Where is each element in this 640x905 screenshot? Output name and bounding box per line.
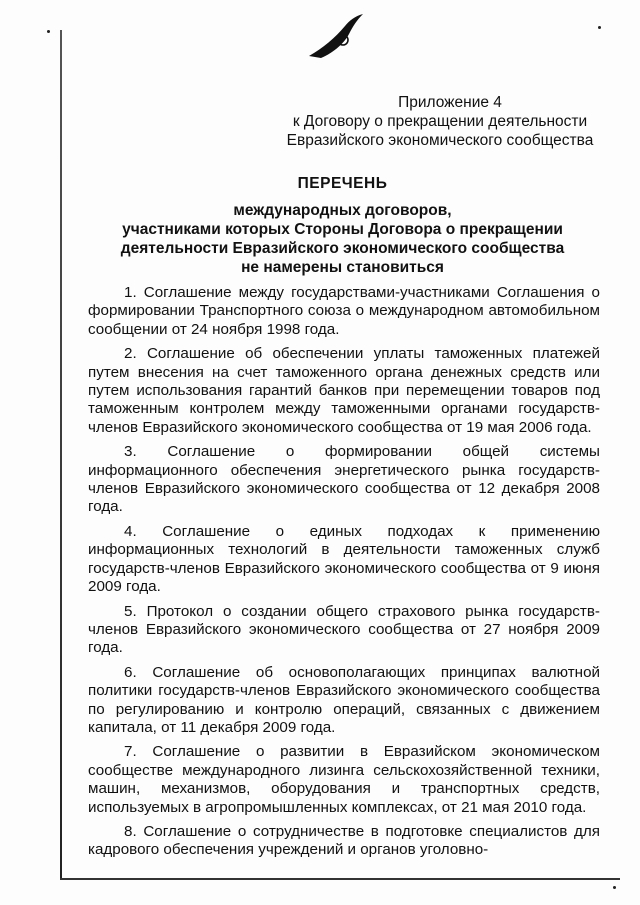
item-number: 5. [124, 602, 137, 620]
scan-speck [47, 30, 50, 33]
swallow-logo-icon [305, 12, 365, 62]
item-text: Соглашение об основополагающих принципах валютной политики государств-членов Евразийского экономического сообщества по регулированию и контролю операций, связанных с движением капитала, от 11 декабря 2009 года. [88, 663, 600, 736]
appendix-organization: Евразийского экономического сообщества [286, 132, 594, 149]
document-subtitle [70, 201, 615, 277]
scan-speck [613, 886, 616, 889]
subtitle-line: не намерены становиться [241, 259, 444, 276]
item-text: Соглашение о единых подходах к применению информационных технологий в деятельности таможенных служб государств-членов Евразийского экономического сообщества от 9 июня 2009 года. [88, 522, 600, 596]
appendix-reference: к Договору о прекращении деятельности [292, 113, 588, 130]
subtitle-line: деятельности Евразийского экономического сообщества [120, 240, 565, 257]
scan-edge-bottom [60, 878, 620, 880]
list-item [88, 823, 600, 860]
appendix-header [270, 93, 610, 150]
list-item [88, 345, 600, 437]
list-item [88, 743, 600, 817]
list-item [88, 523, 600, 597]
item-number: 4. [124, 522, 137, 540]
item-number: 3. [124, 443, 137, 461]
list-item [88, 664, 600, 738]
item-number: 8. [124, 822, 137, 840]
list-item [88, 603, 600, 658]
treaty-list [88, 284, 600, 866]
item-number: 2. [124, 345, 137, 363]
item-number: 7. [124, 743, 137, 761]
item-text: Соглашение об обеспечении уплаты таможенных платежей путем внесения на счет таможенного органа денежных средств или путем использования гарантий банков при перемещении товаров под таможенным контролем между таможенными органами государств-членов Евразийского экономического сообщества от 19 мая 2006 года. [88, 345, 600, 436]
item-text: Соглашение между государствами-участниками Соглашения о формировании Транспортного союза о международном автомобильном сообщении от 24 ноября 1998 года. [88, 284, 600, 338]
item-text: Соглашение о сотрудничестве в подготовке специалистов для кадрового обеспечения учреждений и органов уголовно- [88, 822, 600, 859]
scan-edge-left [60, 30, 62, 880]
item-number: 1. [124, 284, 137, 301]
appendix-number: Приложение 4 [398, 94, 502, 111]
item-text: Соглашение о развитии в Евразийском экономическом сообществе международного лизинга сельскохозяйственной техники, машин, механизмов, оборудования и транспортных средств, используемых в агропромышленных комплексах, от 21 мая 2010 года. [88, 743, 600, 816]
document-title: ПЕРЕЧЕНЬ [297, 175, 388, 192]
item-number: 6. [124, 663, 137, 681]
item-text: Протокол о создании общего страхового рынка государств-членов Евразийского экономического сообщества от 27 ноября 2009 года. [88, 602, 600, 657]
subtitle-line: международных договоров, [233, 202, 452, 219]
scan-speck [598, 26, 601, 29]
list-item [88, 284, 600, 339]
list-item [88, 443, 600, 517]
item-text: Соглашение о формировании общей системы информационного обеспечения энергетического рынка государств-членов Евразийского экономического сообщества от 12 декабря 2008 года. [88, 443, 600, 516]
subtitle-line: участниками которых Стороны Договора о прекращении [122, 221, 563, 238]
